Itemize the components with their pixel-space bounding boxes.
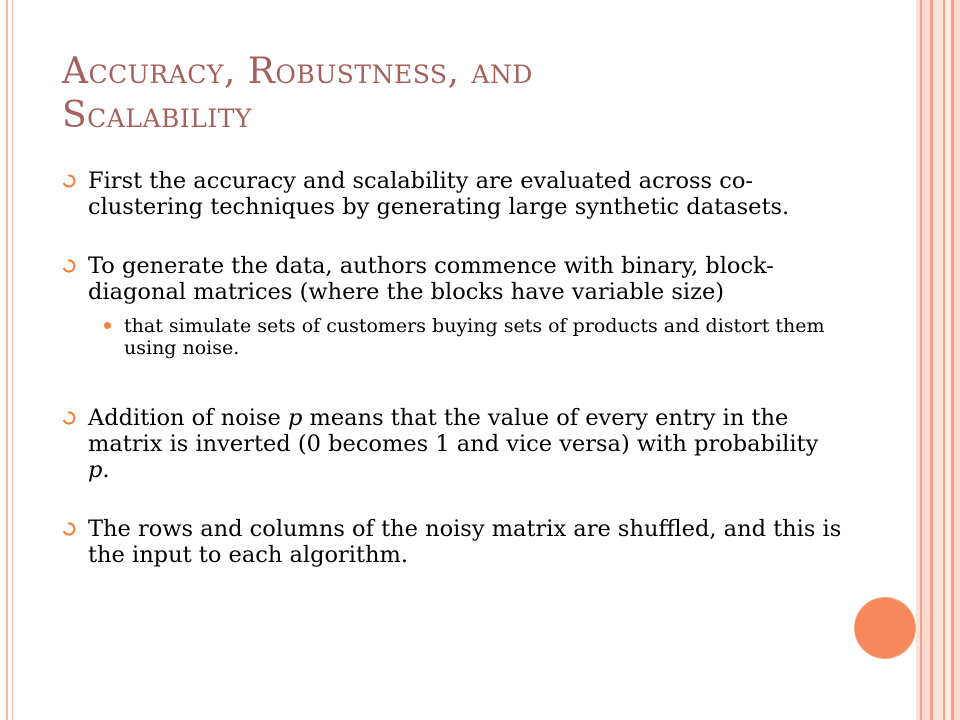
bullet-text-part: means that the value of every entry in the matrix is inverted (0 becomes 1 and vice versa) with probability (88, 405, 819, 457)
slide-title (62, 50, 822, 138)
bullet-item (62, 405, 842, 483)
bullet-swirl-icon (62, 259, 76, 273)
variable-p: p (287, 405, 303, 431)
bullet-item (62, 168, 842, 220)
bullet-text: First the accuracy and scalability are evaluated across co-clustering techniques by generating large synthetic datasets. (88, 168, 790, 220)
slide-body (62, 168, 842, 568)
decorative-orange-circle (855, 598, 915, 658)
bullet-swirl-icon (62, 411, 76, 425)
bullet-item (62, 516, 842, 568)
left-border-frame (0, 0, 8, 720)
bullet-text: The rows and columns of the noisy matrix are shuffled, and this is the input to each algorithm. (88, 516, 842, 568)
bullet-swirl-icon (62, 174, 76, 188)
variable-p: p (88, 457, 103, 483)
bullet-text-part: . (102, 457, 110, 483)
bullet-item (62, 253, 842, 305)
left-border-inner-line (12, 0, 17, 720)
right-decorative-stripes (916, 0, 960, 720)
title-line-2: Scalability (62, 95, 252, 136)
sub-bullet-dot-icon (104, 322, 111, 329)
sub-bullet-item (62, 315, 842, 359)
bullet-text: To generate the data, authors commence with binary, block-diagonal matrices (where the blocks have variable size) (88, 253, 774, 305)
title-line-1: Accuracy, Robustness, and (62, 51, 533, 92)
sub-bullet-text: that simulate sets of customers buying sets of products and distort them using noise. (124, 315, 825, 359)
bullet-text-part: Addition of noise (88, 405, 288, 431)
bullet-swirl-icon (62, 522, 76, 536)
